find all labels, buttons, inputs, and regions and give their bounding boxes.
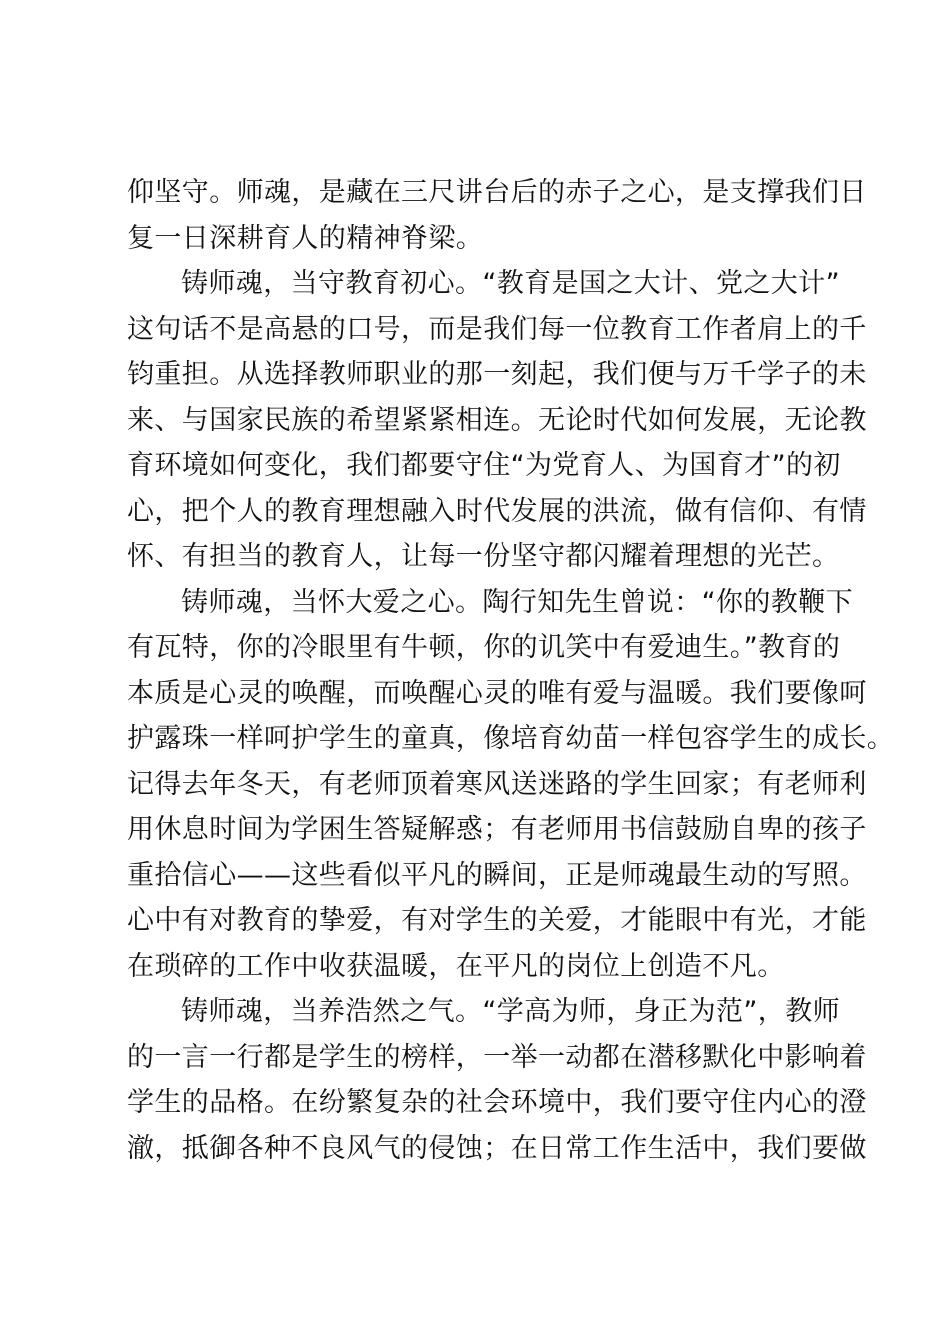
text-line: 有瓦特，你的冷眼里有牛顿，你的讥笑中有爱迪生。”教育的 [127, 632, 841, 663]
text-line: 澈，抵御各种不良风气的侵蚀；在日常工作生活中，我们要做 [127, 1132, 867, 1164]
text-line: 学生的品格。在纷繁复杂的社会环境中，我们要守住内心的澄 [127, 1087, 867, 1118]
text-line: 用休息时间为学困生答疑解惑；有老师用书信鼓励自卑的孩子 [127, 814, 867, 845]
text-line: 来、与国家民族的希望紧紧相连。无论时代如何发展，无论教 [127, 404, 867, 436]
text-line: 本质是心灵的唤醒，而唤醒心灵的唯有爱与温暖。我们要像呵 [127, 677, 867, 709]
text-line: 育环境如何变化，我们都要守住“为党育人、为国育才”的初 [127, 450, 841, 481]
text-line: 的一言一行都是学生的榜样，一举一动都在潜移默化中影响着 [127, 1041, 867, 1073]
paragraph-start-line: 铸师魂，当守教育初心。“教育是国之大计、党之大计” [181, 268, 840, 299]
paragraph-start-line: 铸师魂，当怀大爱之心。陶行知先生曾说：“你的教鞭下 [181, 586, 853, 618]
paragraph-start-line: 铸师魂，当养浩然之气。“学高为师，身正为范”，教师 [181, 996, 840, 1027]
text-line: 钧重担。从选择教师职业的那一刻起，我们便与万千学子的未 [127, 359, 867, 390]
text-line: 重拾信心——这些看似平凡的瞬间，正是师魂最生动的写照。 [127, 859, 867, 891]
text-line: 仰坚守。师魂，是藏在三尺讲台后的赤子之心，是支撑我们日 [127, 177, 867, 208]
text-line: 复一日深耕育人的精神脊梁。 [127, 222, 484, 254]
text-line: 在琐碎的工作中收获温暖，在平凡的岗位上创造不凡。 [127, 950, 785, 982]
text-line: 怀、有担当的教育人，让每一份坚守都闪耀着理想的光芒。 [127, 541, 840, 572]
text-line: 护露珠一样呵护学生的童真，像培育幼苗一样包容学生的成长。 [127, 723, 895, 754]
text-line: 记得去年冬天，有老师顶着寒风送迷路的学生回家；有老师利 [127, 768, 867, 800]
body-text [127, 170, 895, 1171]
text-line: 心，把个人的教育理想融入时代发展的洪流，做有信仰、有情 [127, 495, 867, 527]
text-line: 心中有对教育的挚爱，有对学生的关爱，才能眼中有光，才能 [127, 905, 867, 936]
text-line: 这句话不是高悬的口号，而是我们每一位教育工作者肩上的千 [127, 313, 867, 345]
